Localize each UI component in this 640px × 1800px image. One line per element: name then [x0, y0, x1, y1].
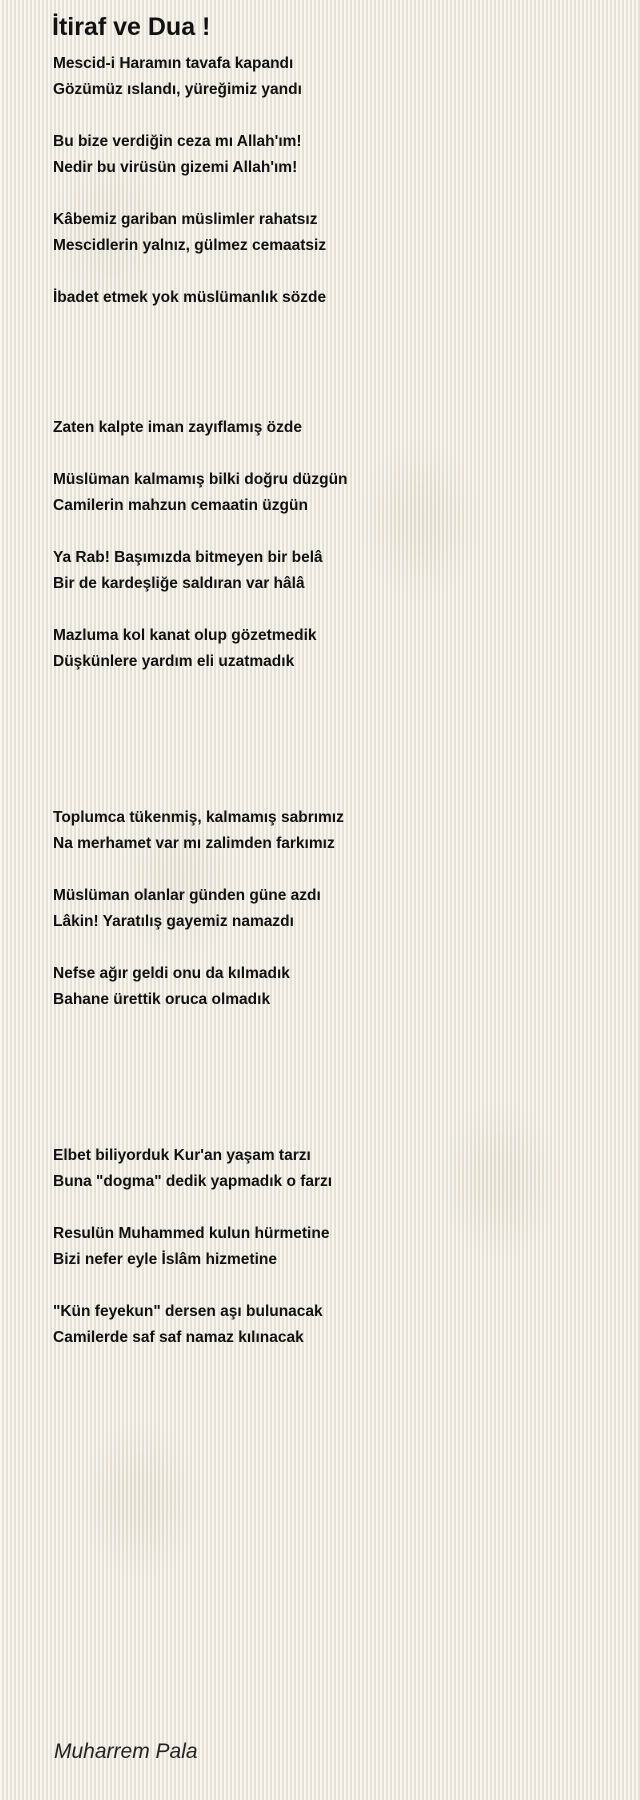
stanza-gap [53, 103, 613, 129]
poem-line: Zaten kalpte iman zayıflamış özde [53, 419, 302, 436]
stanza-gap [53, 389, 613, 415]
stanza-gap [53, 753, 613, 779]
stanza-gap [53, 1117, 613, 1143]
poem-line: Mazluma kol kanat olup gözetmedik [53, 627, 317, 644]
poem-line: Lâkin! Yaratılış gayemiz namazdı [53, 913, 294, 930]
poem-line: Bu bize verdiğin ceza mı Allah'ım! [53, 133, 302, 150]
stanza-gap [53, 441, 613, 467]
poem-line: Bir de kardeşliğe saldıran var hâlâ [53, 575, 305, 592]
poem-line: Camilerin mahzun cemaatin üzgün [53, 497, 308, 514]
stanza-gap [53, 519, 613, 545]
poem-line: Nefse ağır geldi onu da kılmadık [53, 965, 290, 982]
poem-line: Kâbemiz gariban müslimler rahatsız [53, 211, 318, 228]
poem-line: Müslüman olanlar günden güne azdı [53, 887, 321, 904]
section-gap [53, 675, 613, 753]
stanza-gap [53, 259, 613, 285]
poem-line: Mescidlerin yalnız, gülmez cemaatsiz [53, 237, 327, 254]
poem-line: Düşkünlere yardım eli uzatmadık [53, 653, 295, 670]
poem-line: Bahane ürettik oruca olmadık [53, 991, 271, 1008]
poem-line: Elbet biliyorduk Kur'an yaşam tarzı [53, 1147, 311, 1164]
poem-body [53, 51, 613, 1351]
stanza-gap [53, 779, 613, 805]
section-gap [53, 311, 613, 389]
stanza-gap [53, 1273, 613, 1299]
poem-line: Resulün Muhammed kulun hürmetine [53, 1225, 330, 1242]
poem-line: Nedir bu virüsün gizemi Allah'ım! [53, 159, 298, 176]
poem-line: "Kün feyekun" dersen aşı bulunacak [53, 1303, 323, 1320]
poem-line: Ya Rab! Başımızda bitmeyen bir belâ [53, 549, 323, 566]
poem-line: İbadet etmek yok müslümanlık sözde [53, 289, 327, 306]
stanza-gap [53, 1195, 613, 1221]
stanza-gap [53, 597, 613, 623]
poem-line: Mescid-i Haramın tavafa kapandı [53, 55, 294, 72]
poem-line: Camilerde saf saf namaz kılınacak [53, 1329, 304, 1346]
stanza-gap [53, 1091, 613, 1117]
poem-title: İtiraf ve Dua ! [52, 13, 211, 41]
poem-line: Na merhamet var mı zalimden farkımız [53, 835, 335, 852]
stanza-gap [53, 181, 613, 207]
poem-line: Gözümüz ıslandı, yüreğimiz yandı [53, 81, 302, 98]
stanza-gap [53, 857, 613, 883]
poem-line: Buna "dogma" dedik yapmadık o farzı [53, 1173, 333, 1190]
stanza-gap [53, 935, 613, 961]
poem-line: Bizi nefer eyle İslâm hizmetine [53, 1251, 277, 1268]
section-gap [53, 1013, 613, 1091]
poem-line: Toplumca tükenmiş, kalmamış sabrımız [53, 809, 344, 826]
author-name: Muharrem Pala [54, 1740, 198, 1763]
poem-line: Müslüman kalmamış bilki doğru düzgün [53, 471, 348, 488]
